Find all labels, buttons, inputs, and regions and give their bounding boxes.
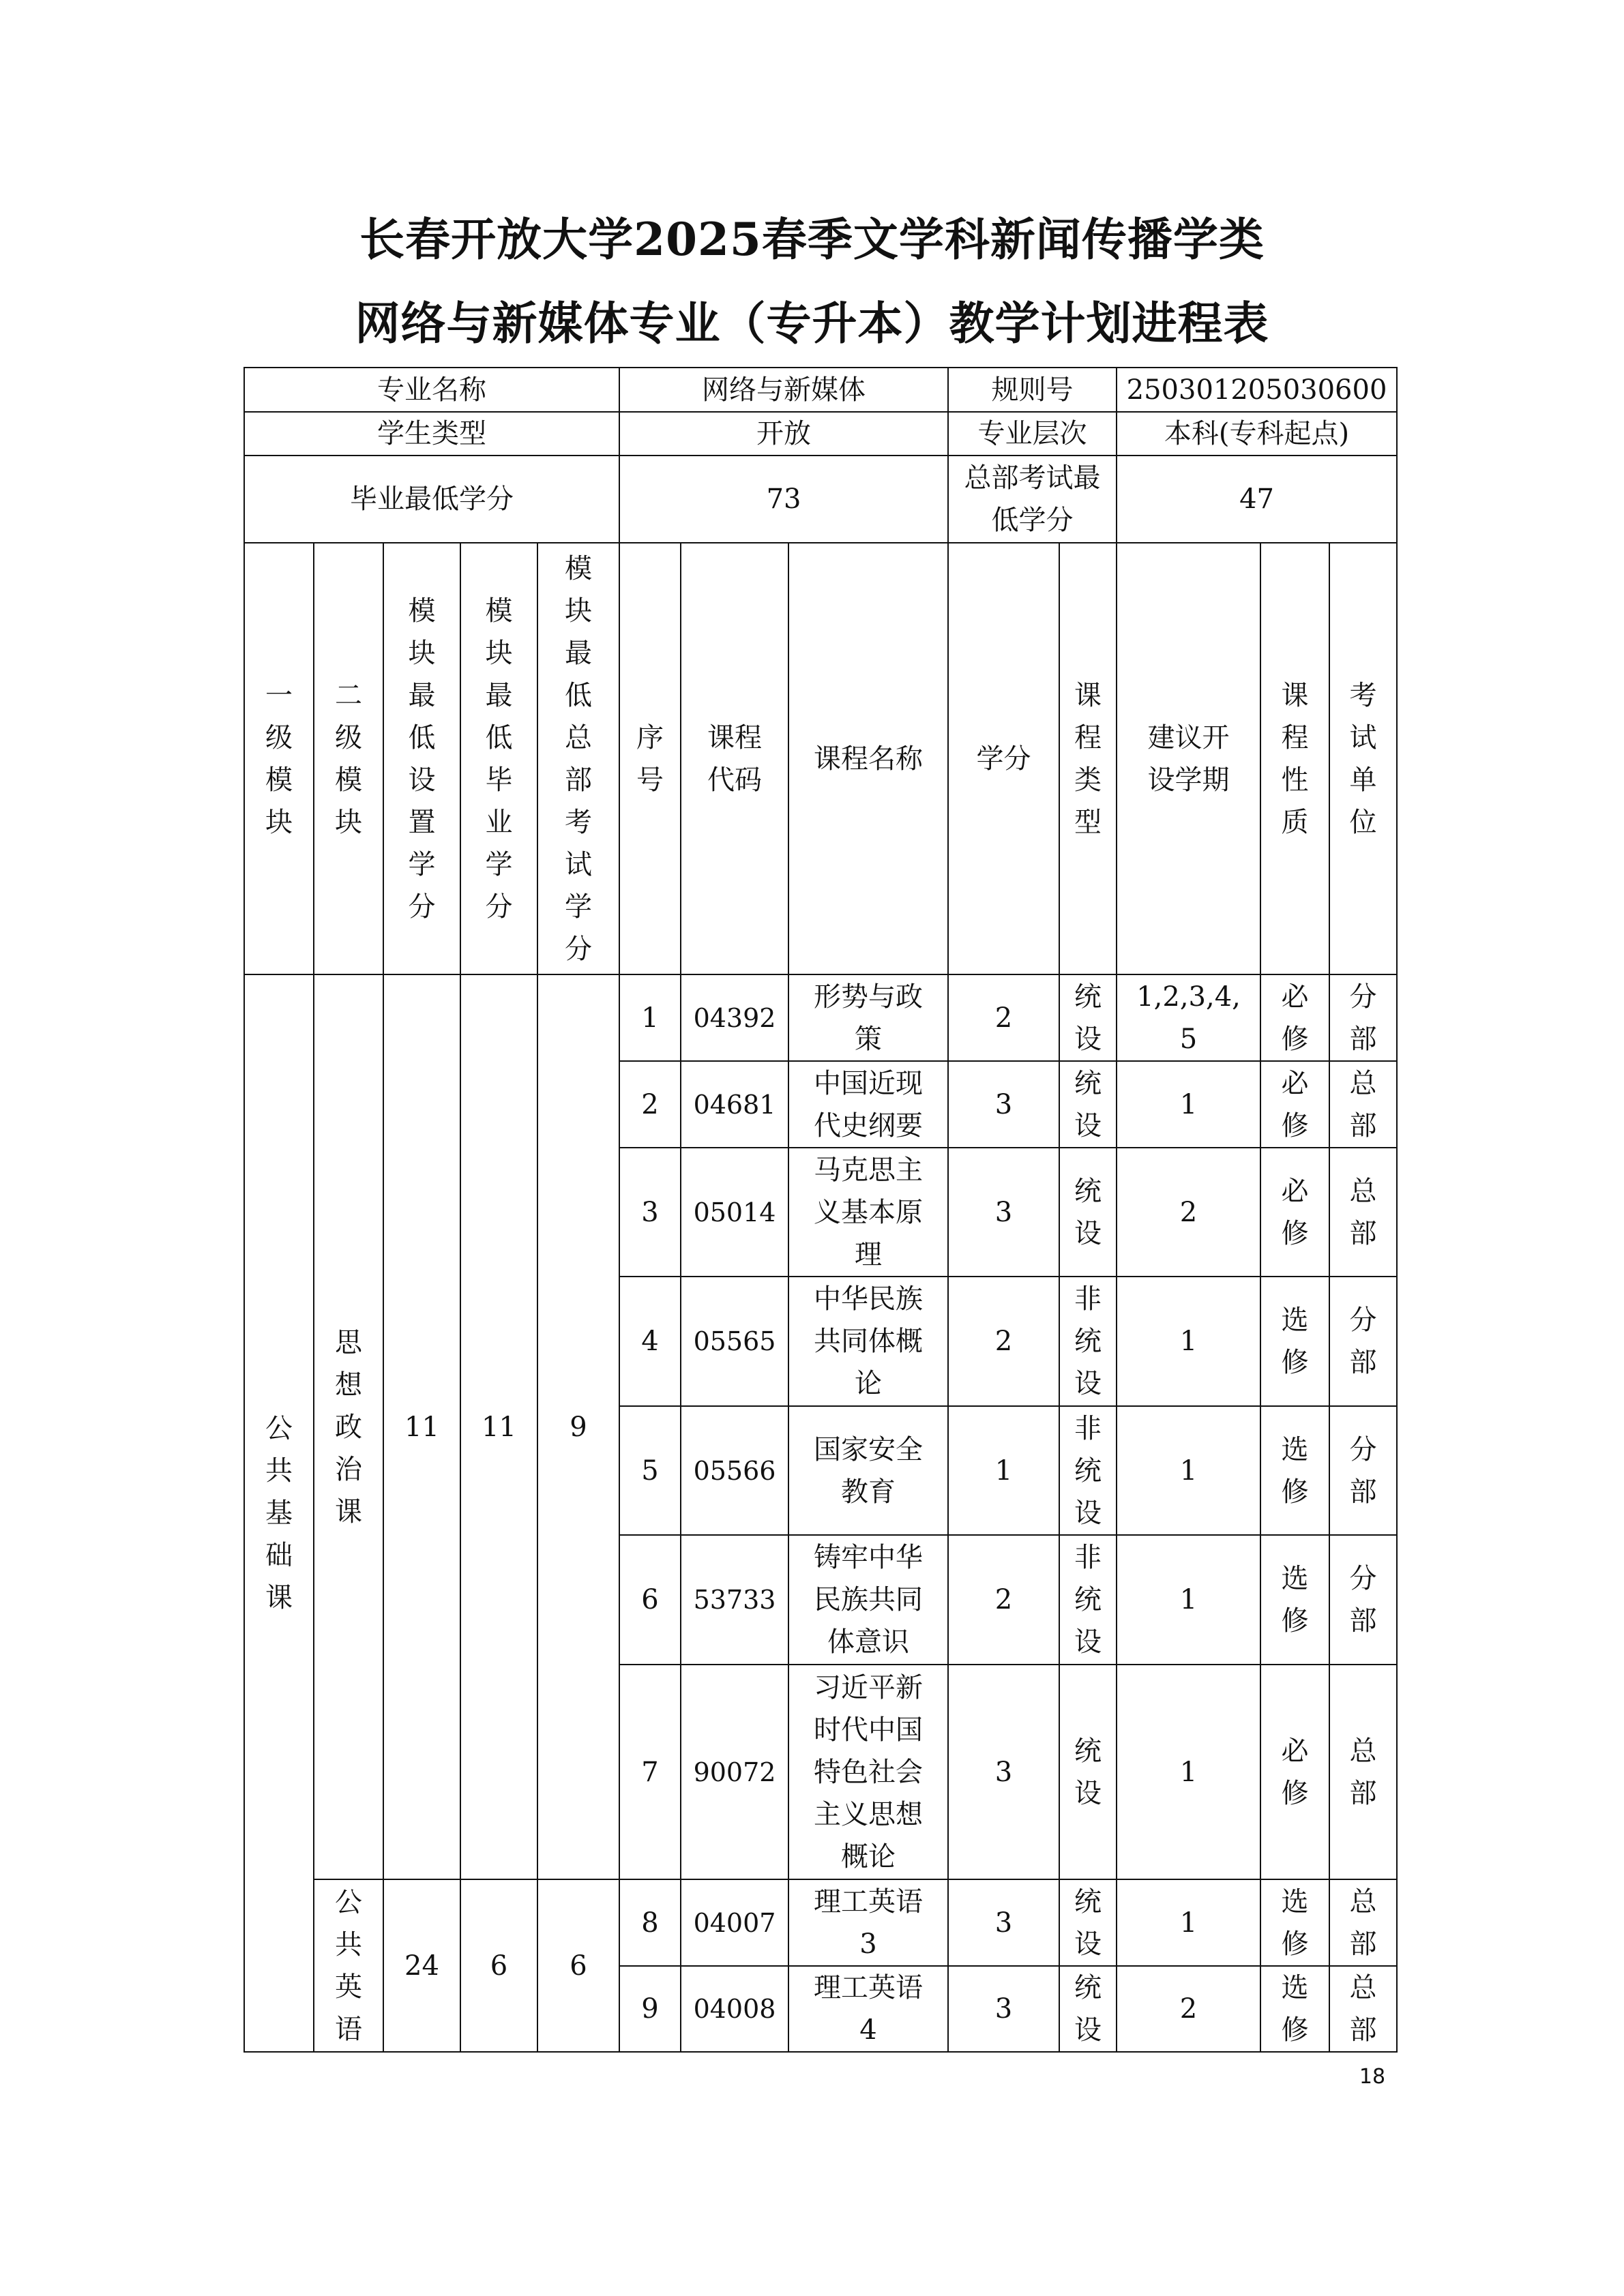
course-nature: 必修 — [1260, 974, 1329, 1061]
course-code: 04008 — [681, 1966, 788, 2052]
level-label: 专业层次 — [948, 412, 1117, 456]
course-seq: 7 — [619, 1665, 681, 1879]
hq-exam-label: 总部考试最低学分 — [948, 456, 1117, 543]
course-nature: 选修 — [1260, 1277, 1329, 1406]
major-value: 网络与新媒体 — [619, 368, 948, 412]
course-unit: 分部 — [1329, 1406, 1397, 1535]
level2-module-cell: 思想政治课 — [314, 974, 383, 1879]
course-seq: 6 — [619, 1535, 681, 1665]
course-name: 习近平新时代中国特色社会主义思想概论 — [788, 1665, 948, 1879]
level-value: 本科(专科起点) — [1117, 412, 1397, 456]
header-level1-module: 一级模块 — [244, 543, 314, 974]
rule-label: 规则号 — [948, 368, 1117, 412]
header-min-grad-credits: 模块最低毕业学分 — [460, 543, 537, 974]
course-term: 2 — [1117, 1966, 1260, 2052]
group-min-exam: 6 — [537, 1879, 619, 2052]
group-min-grad: 11 — [460, 974, 537, 1879]
course-credit: 2 — [948, 1277, 1059, 1406]
course-term: 1 — [1117, 1277, 1260, 1406]
title-line-2: 网络与新媒体专业（专升本）教学计划进程表 — [355, 297, 1269, 350]
course-name: 形势与政策 — [788, 974, 948, 1061]
course-unit: 分部 — [1329, 974, 1397, 1061]
rule-value: 250301205030600 — [1117, 368, 1397, 412]
min-credits-label: 毕业最低学分 — [244, 456, 619, 543]
course-unit: 分部 — [1329, 1277, 1397, 1406]
info-row-type — [244, 412, 1397, 456]
header-nature: 课程性质 — [1260, 543, 1329, 974]
course-code: 04681 — [681, 1061, 788, 1148]
course-unit: 总部 — [1329, 1148, 1397, 1277]
header-min-exam-credits: 模块最低总部考试学分 — [537, 543, 619, 974]
course-credit: 3 — [948, 1665, 1059, 1879]
major-label: 专业名称 — [244, 368, 619, 412]
course-credit: 1 — [948, 1406, 1059, 1535]
course-type: 统设 — [1059, 1879, 1117, 1966]
course-name: 国家安全教育 — [788, 1406, 948, 1535]
course-nature: 选修 — [1260, 1535, 1329, 1665]
hq-exam-value: 47 — [1117, 456, 1397, 543]
course-name: 理工英语3 — [788, 1879, 948, 1966]
course-code: 05565 — [681, 1277, 788, 1406]
course-nature: 必修 — [1260, 1061, 1329, 1148]
course-nature: 必修 — [1260, 1148, 1329, 1277]
course-name: 铸牢中华民族共同体意识 — [788, 1535, 948, 1665]
header-min-set-credits: 模块最低设置学分 — [383, 543, 460, 974]
header-credit: 学分 — [948, 543, 1059, 974]
course-seq: 2 — [619, 1061, 681, 1148]
course-unit: 分部 — [1329, 1535, 1397, 1665]
header-level2-module: 二级模块 — [314, 543, 383, 974]
course-type: 非统设 — [1059, 1277, 1117, 1406]
course-code: 05566 — [681, 1406, 788, 1535]
course-term: 1 — [1117, 1061, 1260, 1148]
course-credit: 3 — [948, 1061, 1059, 1148]
course-term: 1 — [1117, 1535, 1260, 1665]
course-seq: 4 — [619, 1277, 681, 1406]
info-row-credits — [244, 456, 1397, 543]
course-type: 非统设 — [1059, 1535, 1117, 1665]
course-seq: 1 — [619, 974, 681, 1061]
course-seq: 8 — [619, 1879, 681, 1966]
course-code: 53733 — [681, 1535, 788, 1665]
course-type: 非统设 — [1059, 1406, 1117, 1535]
header-term: 建议开设学期 — [1117, 543, 1260, 974]
page-number: 18 — [1359, 2065, 1386, 2089]
course-name: 马克思主义基本原理 — [788, 1148, 948, 1277]
course-term: 2 — [1117, 1148, 1260, 1277]
course-unit: 总部 — [1329, 1061, 1397, 1148]
course-credit: 2 — [948, 1535, 1059, 1665]
header-row — [244, 543, 1397, 974]
course-code: 05014 — [681, 1148, 788, 1277]
course-code: 04007 — [681, 1879, 788, 1966]
course-credit: 2 — [948, 974, 1059, 1061]
course-seq: 3 — [619, 1148, 681, 1277]
level1-module-cell: 公共基础课 — [244, 974, 314, 2052]
course-term: 1 — [1117, 1406, 1260, 1535]
course-type: 统设 — [1059, 974, 1117, 1061]
course-nature: 选修 — [1260, 1879, 1329, 1966]
group-min-set: 11 — [383, 974, 460, 1879]
course-name: 理工英语4 — [788, 1966, 948, 2052]
course-credit: 3 — [948, 1966, 1059, 2052]
course-nature: 选修 — [1260, 1406, 1329, 1535]
course-unit: 总部 — [1329, 1966, 1397, 2052]
teaching-plan-table — [243, 367, 1398, 2053]
course-term: 1 — [1117, 1665, 1260, 1879]
course-term: 1,2,3,4,5 — [1117, 974, 1260, 1061]
course-unit: 总部 — [1329, 1665, 1397, 1879]
course-code: 04392 — [681, 974, 788, 1061]
course-credit: 3 — [948, 1879, 1059, 1966]
table-row — [244, 1879, 1397, 1966]
title-line-1: 长春开放大学2025春季文学科新闻传播学类 — [359, 213, 1265, 266]
course-type: 统设 — [1059, 1148, 1117, 1277]
student-type-label: 学生类型 — [244, 412, 619, 456]
student-type-value: 开放 — [619, 412, 948, 456]
header-unit: 考试单位 — [1329, 543, 1397, 974]
course-type: 统设 — [1059, 1665, 1117, 1879]
course-type: 统设 — [1059, 1966, 1117, 2052]
course-code: 90072 — [681, 1665, 788, 1879]
min-credits-value: 73 — [619, 456, 948, 543]
group-min-grad: 6 — [460, 1879, 537, 2052]
header-type: 课程类型 — [1059, 543, 1117, 974]
course-seq: 9 — [619, 1966, 681, 2052]
course-name: 中国近现代史纲要 — [788, 1061, 948, 1148]
course-seq: 5 — [619, 1406, 681, 1535]
course-name: 中华民族共同体概论 — [788, 1277, 948, 1406]
course-credit: 3 — [948, 1148, 1059, 1277]
level2-module-cell: 公共英语 — [314, 1879, 383, 2052]
course-type: 统设 — [1059, 1061, 1117, 1148]
course-unit: 总部 — [1329, 1879, 1397, 1966]
group-min-exam: 9 — [537, 974, 619, 1879]
course-term: 1 — [1117, 1879, 1260, 1966]
course-nature: 必修 — [1260, 1665, 1329, 1879]
header-code: 课程代码 — [681, 543, 788, 974]
table-row — [244, 974, 1397, 1061]
header-seq: 序号 — [619, 543, 681, 974]
course-nature: 选修 — [1260, 1966, 1329, 2052]
header-name: 课程名称 — [788, 543, 948, 974]
info-row-major — [244, 368, 1397, 412]
group-min-set: 24 — [383, 1879, 460, 2052]
